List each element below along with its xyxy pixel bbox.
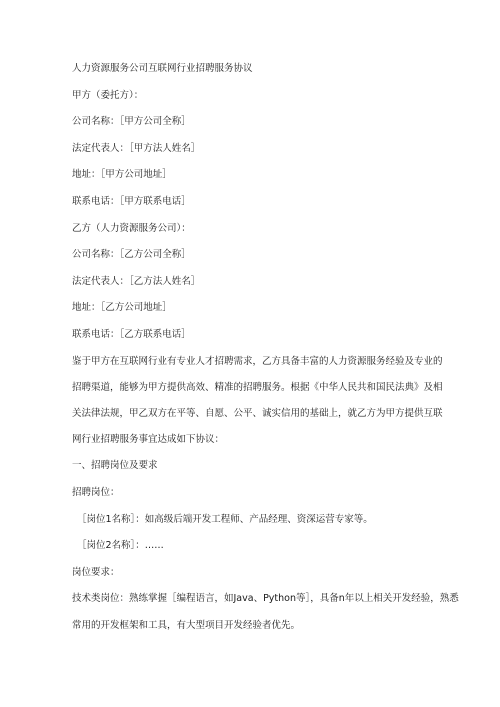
preamble-line: 招聘渠道，能够为甲方提供高效、精准的招聘服务。根据《中华人民共和国民法典》及相 (72, 381, 443, 393)
section-heading: 一、招聘岗位及要求 (72, 460, 158, 472)
party-a-company: 公司名称：［甲方公司全称］ (72, 116, 191, 128)
party-b-company: 公司名称：［乙方公司全称］ (72, 249, 191, 261)
position-item: ［岗位1名称］：如高级后端开发工程师、产品经理、资深运营专家等。 (77, 513, 373, 525)
document-page (72, 62, 459, 639)
preamble-line: 网行业招聘服务事宜达成如下协议： (72, 434, 225, 446)
position-item: ［岗位2名称］：…… (77, 540, 164, 552)
party-a-heading: 甲方（委托方）： (72, 89, 144, 101)
party-a-legal-rep: 法定代表人：［甲方法人姓名］ (72, 142, 201, 154)
preamble-line: 鉴于甲方在互联网行业有专业人才招聘需求，乙方具备丰富的人力资源服务经验及专业的 (72, 355, 443, 367)
document-title: 人力资源服务公司互联网行业招聘服务协议 (72, 63, 253, 74)
party-b-address: 地址：［乙方公司地址］ (72, 302, 172, 314)
preamble-line: 关法律法规，甲乙双方在平等、自愿、公平、诚实信用的基础上，就乙方为甲方提供互联 (72, 407, 443, 419)
tech-requirement-paragraph (72, 586, 459, 638)
positions-label: 招聘岗位： (72, 486, 120, 498)
preamble-paragraph (72, 349, 443, 454)
party-a-phone: 联系电话：［甲方联系电话］ (72, 195, 191, 207)
party-b-legal-rep: 法定代表人：［乙方法人姓名］ (72, 275, 201, 287)
requirements-label: 岗位要求： (72, 566, 120, 578)
party-b-heading: 乙方（人力资源服务公司）： (72, 222, 191, 234)
requirement-line: 常用的开发框架和工具，有大型项目开发经验者优先。 (72, 619, 301, 631)
requirement-line: 技术类岗位：熟练掌握［编程语言，如Java、Python等］，具备n年以上相关开发经验，熟悉 (72, 593, 459, 605)
party-a-address: 地址：［甲方公司地址］ (72, 169, 172, 181)
party-b-phone: 联系电话：［乙方联系电话］ (72, 328, 191, 340)
